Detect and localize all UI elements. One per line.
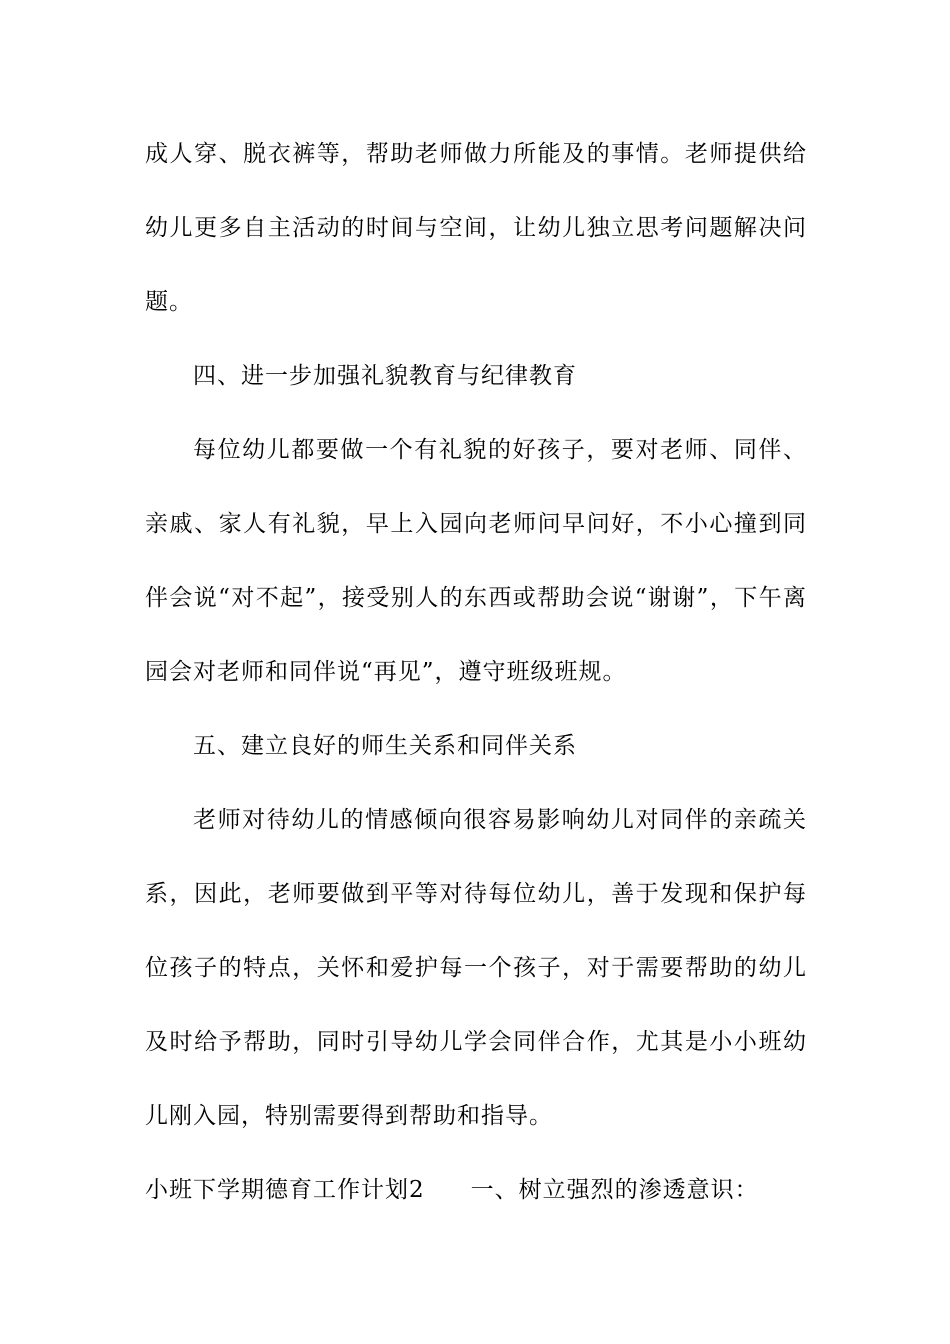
paragraph-relationships: 老师对待幼儿的情感倾向很容易影响幼儿对同伴的亲疏关系，因此，老师要做到平等对待每位幼儿，善于发现和保护每位孩子的特点，关怀和爱护每一个孩子，对于需要帮助的幼儿及时给予帮助，同时引导幼儿学会同伴合作，尤其是小小班幼儿刚入园，特别需要得到帮助和指导。 (145, 807, 807, 1129)
next-plan-first-heading: 一、树立强烈的渗透意识： (470, 1177, 759, 1203)
document-body (145, 117, 807, 1227)
next-plan-title: 小班下学期德育工作计划2 (145, 1177, 425, 1203)
next-plan-line (145, 1153, 807, 1227)
paragraph-courtesy: 每位幼儿都要做一个有礼貌的好孩子，要对老师、同伴、亲戚、家人有礼貌，早上入园向老师问早问好，不小心撞到同伴会说“对不起”，接受别人的东西或帮助会说“谢谢”，下午离园会对老师和同伴说“再见”，遵守班级班规。 (145, 437, 807, 685)
section-heading-4: 四、进一步加强礼貌教育与纪律教育 (193, 363, 577, 389)
paragraph-continuation: 成人穿、脱衣裤等，帮助老师做力所能及的事情。老师提供给幼儿更多自主活动的时间与空间，让幼儿独立思考问题解决问题。 (145, 141, 807, 315)
section-heading-5: 五、建立良好的师生关系和同伴关系 (193, 733, 577, 759)
